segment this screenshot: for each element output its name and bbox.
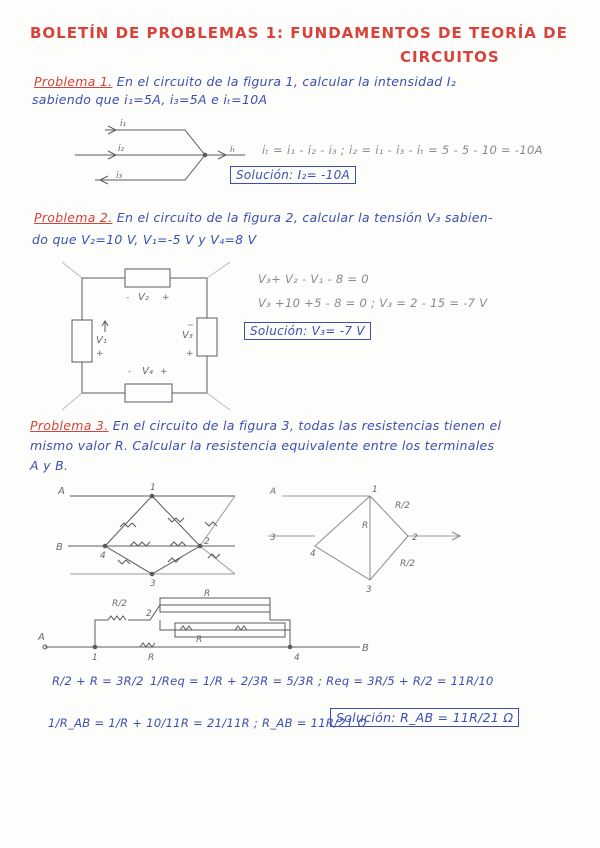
fig3-node-2 xyxy=(198,544,202,548)
fig3b-label-R: R xyxy=(362,521,369,531)
fig3b-label-n2: 2 xyxy=(412,533,418,543)
fig3b-label-n4: 4 xyxy=(310,549,316,559)
problem-1-equation: iₜ = i₁ - i₂ - i₃ ; i₂ = i₁ - i₃ - iₜ = 5 - 5 - 10 = -10A xyxy=(262,143,543,157)
fig3c-label-n1: 1 xyxy=(92,653,98,663)
fig2-label-v1-plus: + xyxy=(96,349,104,359)
problem-3-eq-1b: 1/Req = 1/R + 2/3R = 5/3R ; Req = 3R/5 + R/2 = 11R/10 xyxy=(150,674,494,688)
fig3c-label-n2: 2 xyxy=(146,609,152,619)
fig1-wire-i3 xyxy=(95,155,205,180)
fig2-label-v3: V₃ xyxy=(182,330,193,341)
title-line-1: BOLETÍN DE PROBLEMAS 1: FUNDAMENTOS DE TEORÍA DE xyxy=(30,24,568,42)
problem-1-text-2: sabiendo que i₁=5A, i₃=5A e iₜ=10A xyxy=(32,92,268,107)
fig1-label-i3: i₃ xyxy=(116,171,123,181)
problem-2-text-1: En el circuito de la figura 2, calcular la tensión V₃ sabien- xyxy=(116,210,493,225)
problem-2-solution: Solución: V₃= -7 V xyxy=(244,322,371,340)
fig3-node-4 xyxy=(103,544,107,548)
fig2-element-v2 xyxy=(125,269,170,287)
fig3-node-1 xyxy=(150,494,154,498)
problem-3-text-1: En el circuito de la figura 3, todas las resistencias tienen el xyxy=(112,418,502,433)
figure-3-redrawn xyxy=(268,496,460,580)
problem-3-eq-2: 1/R_AB = 1/R + 10/11R = 21/11R ; R_AB = 11R/21 Ω xyxy=(48,716,367,730)
fig2-label-v2-plus: + xyxy=(162,293,170,303)
fig3-bridge-rhombus xyxy=(105,496,200,574)
fig2-element-v4 xyxy=(125,384,172,402)
fig3c-label-R2: R/2 xyxy=(112,599,128,609)
fig3-bridge-right xyxy=(200,496,235,574)
fig3-label-n1: 1 xyxy=(150,483,156,493)
fig3c-label-B: B xyxy=(362,643,369,654)
figure-1 xyxy=(75,126,245,184)
fig3c-label-R-top: R xyxy=(204,589,211,599)
fig3c-zigzags xyxy=(108,616,247,647)
fig2-label-v4-plus: + xyxy=(160,367,168,377)
fig2-label-v1: V₁ xyxy=(96,335,107,346)
fig2-label-v2-minus: - xyxy=(126,293,130,303)
problem-2-eq-1: V₃+ V₂ - V₁ - 8 = 0 xyxy=(258,272,369,286)
fig2-element-v3 xyxy=(197,318,217,356)
fig2-label-v4-minus: - xyxy=(128,367,132,377)
fig3-label-n2: 2 xyxy=(204,537,210,547)
problem-2-text-2: do que V₂=10 V, V₁=-5 V y V₄=8 V xyxy=(32,232,257,247)
fig3b-label-R2b: R/2 xyxy=(400,559,416,569)
fig3-node-3 xyxy=(150,572,154,576)
fig3c-label-R-bottom: R xyxy=(148,653,155,663)
fig3c-label-n4: 4 xyxy=(294,653,300,663)
fig3b-label-n3: 3 xyxy=(270,533,276,543)
problem-3-eq-1a: R/2 + R = 3R/2 xyxy=(52,674,144,688)
figure-3-bridge xyxy=(68,494,235,576)
fig1-node xyxy=(203,153,207,157)
problem-3-label: Problema 3. xyxy=(30,418,109,433)
fig1-label-i1: i₁ xyxy=(120,119,127,129)
fig3b-label-n1: 1 xyxy=(372,485,378,495)
problem-1-label: Problema 1. xyxy=(34,74,113,89)
fig3-label-B: B xyxy=(56,542,63,553)
fig3-label-n4: 4 xyxy=(100,551,106,561)
fig1-label-it: iₜ xyxy=(230,145,236,155)
fig3c-node-4 xyxy=(288,645,292,649)
fig3b-label-A: A xyxy=(270,487,277,497)
fig3-label-A: A xyxy=(58,486,65,497)
problem-3-solution: Solución: R_AB = 11R/21 Ω xyxy=(330,708,519,727)
problem-3-text-2: mismo valor R. Calcular la resistencia equivalente entre los terminales xyxy=(30,438,495,453)
problem-1-solution: Solución: I₂= -10A xyxy=(230,166,356,184)
fig1-label-i2: i₂ xyxy=(118,144,125,154)
fig3c-node-1 xyxy=(93,645,97,649)
fig2-label-v2: V₂ xyxy=(138,292,149,303)
fig3c-label-Rdouble: R xyxy=(196,635,203,645)
problem-2-eq-2: V₃ +10 +5 - 8 = 0 ; V₃ = 2 - 15 = -7 V xyxy=(258,296,488,310)
problem-2-label: Problema 2. xyxy=(34,210,113,225)
fig3c-inner-branch xyxy=(160,620,290,647)
fig3b-label-n3b: 3 xyxy=(366,585,372,595)
fig3b-label-R2a: R/2 xyxy=(395,501,411,511)
fig2-label-v3-plus: + xyxy=(186,349,194,359)
fig2-label-v4: V₄ xyxy=(142,366,153,377)
title-line-2: CIRCUITOS xyxy=(400,48,500,66)
problem-3-text-3: A y B. xyxy=(30,458,69,473)
fig3-label-n3: 3 xyxy=(150,579,156,589)
fig3c-label-A: A xyxy=(38,632,45,643)
problem-1-text-1: En el circuito de la figura 1, calcular la intensidad I₂ xyxy=(116,74,457,89)
figure-2 xyxy=(62,262,230,410)
fig2-element-v1 xyxy=(72,320,92,362)
fig2-corner-marks xyxy=(62,262,230,410)
fig2-arrow-v1 xyxy=(102,321,108,332)
